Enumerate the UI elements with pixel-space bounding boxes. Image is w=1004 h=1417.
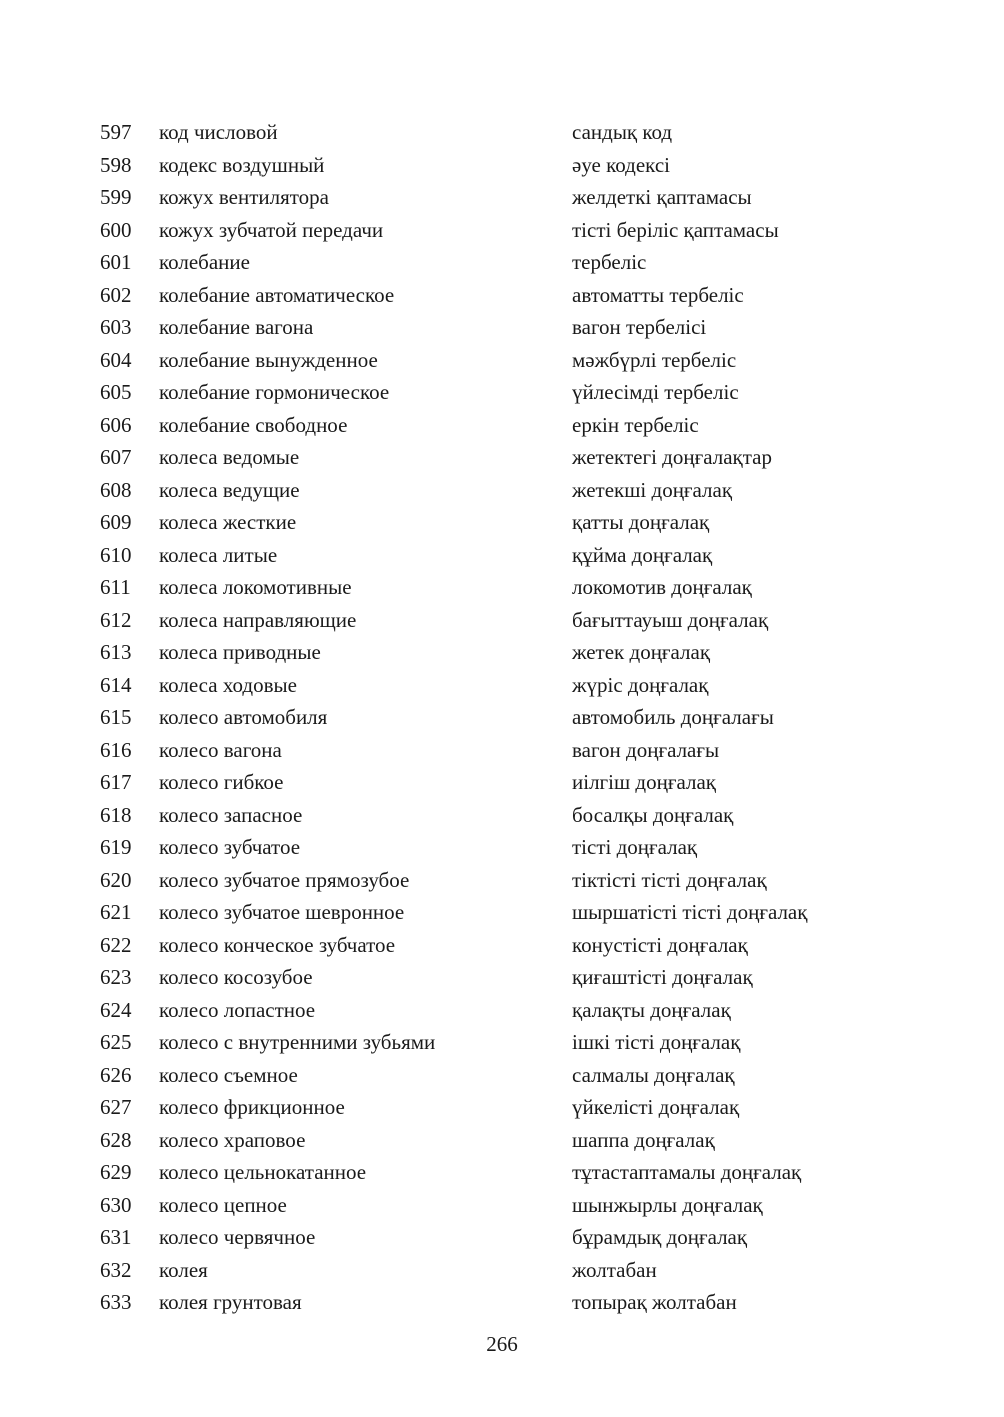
term-row <box>100 1026 900 1059</box>
term-row <box>100 1254 900 1287</box>
term-number: 629 <box>100 1160 132 1184</box>
term-kazakh: салмалы доңғалақ <box>572 1062 735 1087</box>
term-kazakh: еркін тербеліс <box>572 412 699 437</box>
term-number: 618 <box>100 802 132 827</box>
term-russian: колесо гибкое <box>159 770 284 794</box>
term-row <box>100 181 900 214</box>
term-row <box>100 506 900 539</box>
term-russian: колесо фрикционное <box>159 1095 345 1119</box>
term-number: 605 <box>100 380 132 404</box>
term-row <box>100 344 900 377</box>
term-number: 615 <box>100 705 132 729</box>
term-russian: колебание свободное <box>159 412 348 437</box>
term-number: 604 <box>100 347 132 372</box>
term-russian: кожух зубчатой передачи <box>159 217 384 242</box>
term-kazakh: иілгіш доңғалақ <box>572 770 716 794</box>
term-russian: колебание вагона <box>159 315 314 339</box>
term-kazakh: тұтастаптамалы доңғалақ <box>572 1160 802 1184</box>
term-row <box>100 1189 900 1222</box>
term-row <box>100 734 900 767</box>
term-number: 621 <box>100 900 132 924</box>
term-row <box>100 701 900 734</box>
term-russian: колея <box>159 1257 208 1282</box>
term-number: 611 <box>100 575 131 599</box>
term-row <box>100 961 900 994</box>
term-kazakh: автомобиль доңғалағы <box>572 705 774 729</box>
term-kazakh: жолтабан <box>572 1257 657 1282</box>
term-russian: колесо зубчатое прямозубое <box>159 867 410 892</box>
term-row <box>100 1059 900 1092</box>
term-kazakh: бағыттауыш доңғалақ <box>572 607 769 632</box>
term-row <box>100 669 900 702</box>
term-number: 625 <box>100 1030 132 1054</box>
term-russian: кожух вентилятора <box>159 185 329 209</box>
term-russian: колеса ведомые <box>159 445 300 469</box>
term-kazakh: жетекші доңғалақ <box>572 477 733 502</box>
term-kazakh: мәжбүрлі тербеліс <box>572 347 737 372</box>
term-row <box>100 571 900 604</box>
term-kazakh: әуе кодексі <box>572 152 670 177</box>
term-number: 602 <box>100 282 132 307</box>
term-row <box>100 1124 900 1157</box>
term-kazakh: тісті беріліс қаптамасы <box>572 217 779 242</box>
term-russian: колесо червячное <box>159 1225 316 1249</box>
term-number: 608 <box>100 477 132 502</box>
term-row <box>100 799 900 832</box>
term-number: 598 <box>100 152 132 177</box>
term-russian: колесо вагона <box>159 737 282 762</box>
term-russian: колеса локомотивные <box>159 575 352 599</box>
term-kazakh: қатты доңғалақ <box>572 510 710 534</box>
term-number: 617 <box>100 770 132 794</box>
term-kazakh: үйлесімді тербеліс <box>572 380 739 404</box>
term-kazakh: конустісті доңғалақ <box>572 932 748 957</box>
term-row <box>100 441 900 474</box>
page-number: 266 <box>486 1332 518 1356</box>
term-russian: колеса ходовые <box>159 672 297 697</box>
term-kazakh: жетектегі доңғалақтар <box>572 445 772 469</box>
term-kazakh: тісті доңғалақ <box>572 835 698 859</box>
term-number: 632 <box>100 1257 132 1282</box>
term-kazakh: жетек доңғалақ <box>572 640 711 664</box>
term-row <box>100 311 900 344</box>
term-kazakh: бұрамдық доңғалақ <box>572 1225 748 1249</box>
term-row <box>100 409 900 442</box>
term-row <box>100 896 900 929</box>
term-russian: колебание вынужденное <box>159 347 378 372</box>
term-russian: колесо лопастное <box>159 997 316 1022</box>
term-russian: колесо запасное <box>159 802 303 827</box>
term-russian: колесо автомобиля <box>159 705 328 729</box>
term-row <box>100 766 900 799</box>
term-number: 609 <box>100 510 132 534</box>
term-russian: колесо с внутренними зубьями <box>159 1030 436 1054</box>
term-kazakh: жүріс доңғалақ <box>572 672 709 697</box>
term-row <box>100 149 900 182</box>
term-kazakh: қалақты доңғалақ <box>572 997 731 1022</box>
term-row <box>100 604 900 637</box>
term-kazakh: топырақ жолтабан <box>572 1290 737 1314</box>
term-number: 623 <box>100 965 132 989</box>
term-kazakh: шыршатісті тісті доңғалақ <box>572 900 808 924</box>
term-row <box>100 929 900 962</box>
term-row <box>100 831 900 864</box>
term-kazakh: сандық код <box>572 120 673 144</box>
term-number: 603 <box>100 315 132 339</box>
term-russian: колесо храповое <box>159 1127 306 1152</box>
term-list <box>100 116 900 1319</box>
term-row <box>100 376 900 409</box>
term-number: 616 <box>100 737 132 762</box>
term-number: 631 <box>100 1225 132 1249</box>
term-row <box>100 1221 900 1254</box>
term-russian: колесо зубчатое шевронное <box>159 900 405 924</box>
term-russian: колеса жесткие <box>159 510 297 534</box>
term-number: 613 <box>100 640 132 664</box>
term-russian: колесо съемное <box>159 1062 298 1087</box>
term-russian: колесо конческое зубчатое <box>159 932 396 957</box>
term-russian: колебание гормоническое <box>159 380 390 404</box>
term-number: 610 <box>100 542 132 567</box>
term-row <box>100 864 900 897</box>
term-kazakh: үйкелісті доңғалақ <box>572 1095 740 1119</box>
term-kazakh: желдеткі қаптамасы <box>572 185 752 209</box>
term-number: 626 <box>100 1062 132 1087</box>
term-number: 607 <box>100 445 132 469</box>
term-number: 601 <box>100 250 132 274</box>
term-row <box>100 539 900 572</box>
term-row <box>100 214 900 247</box>
term-number: 606 <box>100 412 132 437</box>
term-number: 599 <box>100 185 132 209</box>
term-russian: колесо цепное <box>159 1192 287 1217</box>
term-number: 597 <box>100 120 132 144</box>
term-russian: колея грунтовая <box>159 1290 302 1314</box>
term-russian: колеса направляющие <box>159 607 357 632</box>
term-number: 627 <box>100 1095 132 1119</box>
term-russian: код числовой <box>159 120 278 144</box>
term-number: 600 <box>100 217 132 242</box>
term-russian: колесо косозубое <box>159 965 313 989</box>
term-row <box>100 474 900 507</box>
term-kazakh: тербеліс <box>572 250 647 274</box>
term-kazakh: вагон доңғалағы <box>572 737 720 762</box>
term-kazakh: автоматты тербеліс <box>572 282 744 307</box>
term-russian: колебание автоматическое <box>159 282 395 307</box>
term-number: 612 <box>100 607 132 632</box>
term-row <box>100 279 900 312</box>
term-russian: колеса приводные <box>159 640 321 664</box>
term-kazakh: қиғаштісті доңғалақ <box>572 965 753 989</box>
term-kazakh: шынжырлы доңғалақ <box>572 1192 763 1217</box>
term-kazakh: тіктісті тісті доңғалақ <box>572 867 767 892</box>
term-row <box>100 636 900 669</box>
term-russian: колесо цельнокатанное <box>159 1160 367 1184</box>
term-kazakh: босалқы доңғалақ <box>572 802 734 827</box>
term-number: 633 <box>100 1290 132 1314</box>
term-russian: колеса ведущие <box>159 477 300 502</box>
term-russian: колесо зубчатое <box>159 835 301 859</box>
term-kazakh: вагон тербелісі <box>572 315 707 339</box>
term-number: 620 <box>100 867 132 892</box>
term-number: 628 <box>100 1127 132 1152</box>
term-russian: кодекс воздушный <box>159 152 325 177</box>
term-number: 630 <box>100 1192 132 1217</box>
term-number: 624 <box>100 997 132 1022</box>
term-kazakh: ішкі тісті доңғалақ <box>572 1030 741 1054</box>
term-row <box>100 246 900 279</box>
term-kazakh: құйма доңғалақ <box>572 542 713 567</box>
term-kazakh: локомотив доңғалақ <box>572 575 752 599</box>
term-number: 614 <box>100 672 132 697</box>
term-russian: колеса литые <box>159 542 278 567</box>
term-kazakh: шаппа доңғалақ <box>572 1127 715 1152</box>
term-row <box>100 1156 900 1189</box>
term-row <box>100 1091 900 1124</box>
term-row <box>100 994 900 1027</box>
term-number: 622 <box>100 932 132 957</box>
term-russian: колебание <box>159 250 250 274</box>
term-number: 619 <box>100 835 132 859</box>
term-row <box>100 116 900 149</box>
term-row <box>100 1286 900 1319</box>
